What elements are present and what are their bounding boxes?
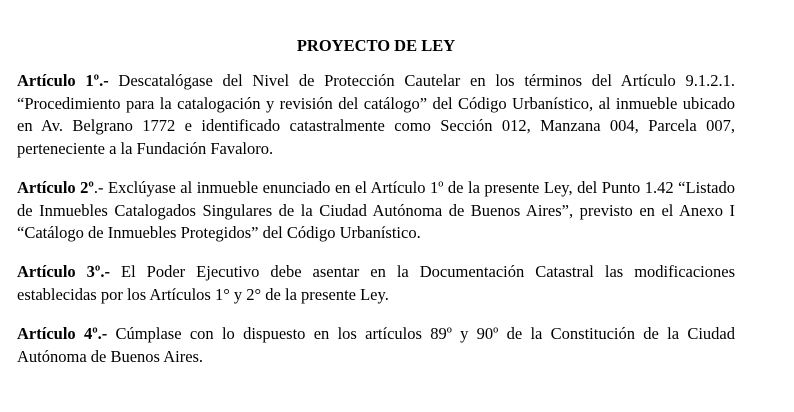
article-3-heading: Artículo 3º.- [17, 262, 110, 281]
article-1-text: Descatalógase del Nivel de Protección Cautelar en los términos del Artículo 9.1.2.1. “Procedimiento para la catalogación y revisión del catálogo” del Código Urbanístico, al inmueble ubicado en Av. Belgrano 1772 e identificado catastralmente como Sección 012, Manzana 004, Parcela 007, perteneciente a la Fundación Favaloro. [17, 71, 735, 158]
article-4 [17, 323, 735, 368]
article-1 [17, 70, 735, 160]
article-3-text: El Poder Ejecutivo debe asentar en la Documentación Catastral las modificaciones establecidas por los Artículos 1° y 2° de la presente Ley. [17, 262, 736, 304]
page-title: PROYECTO DE LEY [296, 36, 456, 55]
article-2 [17, 177, 735, 245]
article-1-heading: Artículo 1º.- [17, 71, 109, 90]
article-2-text: .- Exclúyase al inmueble enunciado en el Artículo 1º de la presente Ley, del Punto 1.42 “Listado de Inmuebles Catalogados Singulares de la Ciudad Autónoma de Buenos Aires”, previsto en el Anexo I “Catálogo de Inmuebles Protegidos” del Código Urbanístico. [17, 178, 735, 242]
article-4-heading: Artículo 4º.- [17, 324, 108, 343]
article-2-heading: Artículo 2º [17, 178, 94, 197]
article-3 [17, 261, 735, 306]
article-4-text: Cúmplase con lo dispuesto en los artículos 89º y 90º de la Constitución de la Ciudad Autónoma de Buenos Aires. [17, 324, 735, 366]
